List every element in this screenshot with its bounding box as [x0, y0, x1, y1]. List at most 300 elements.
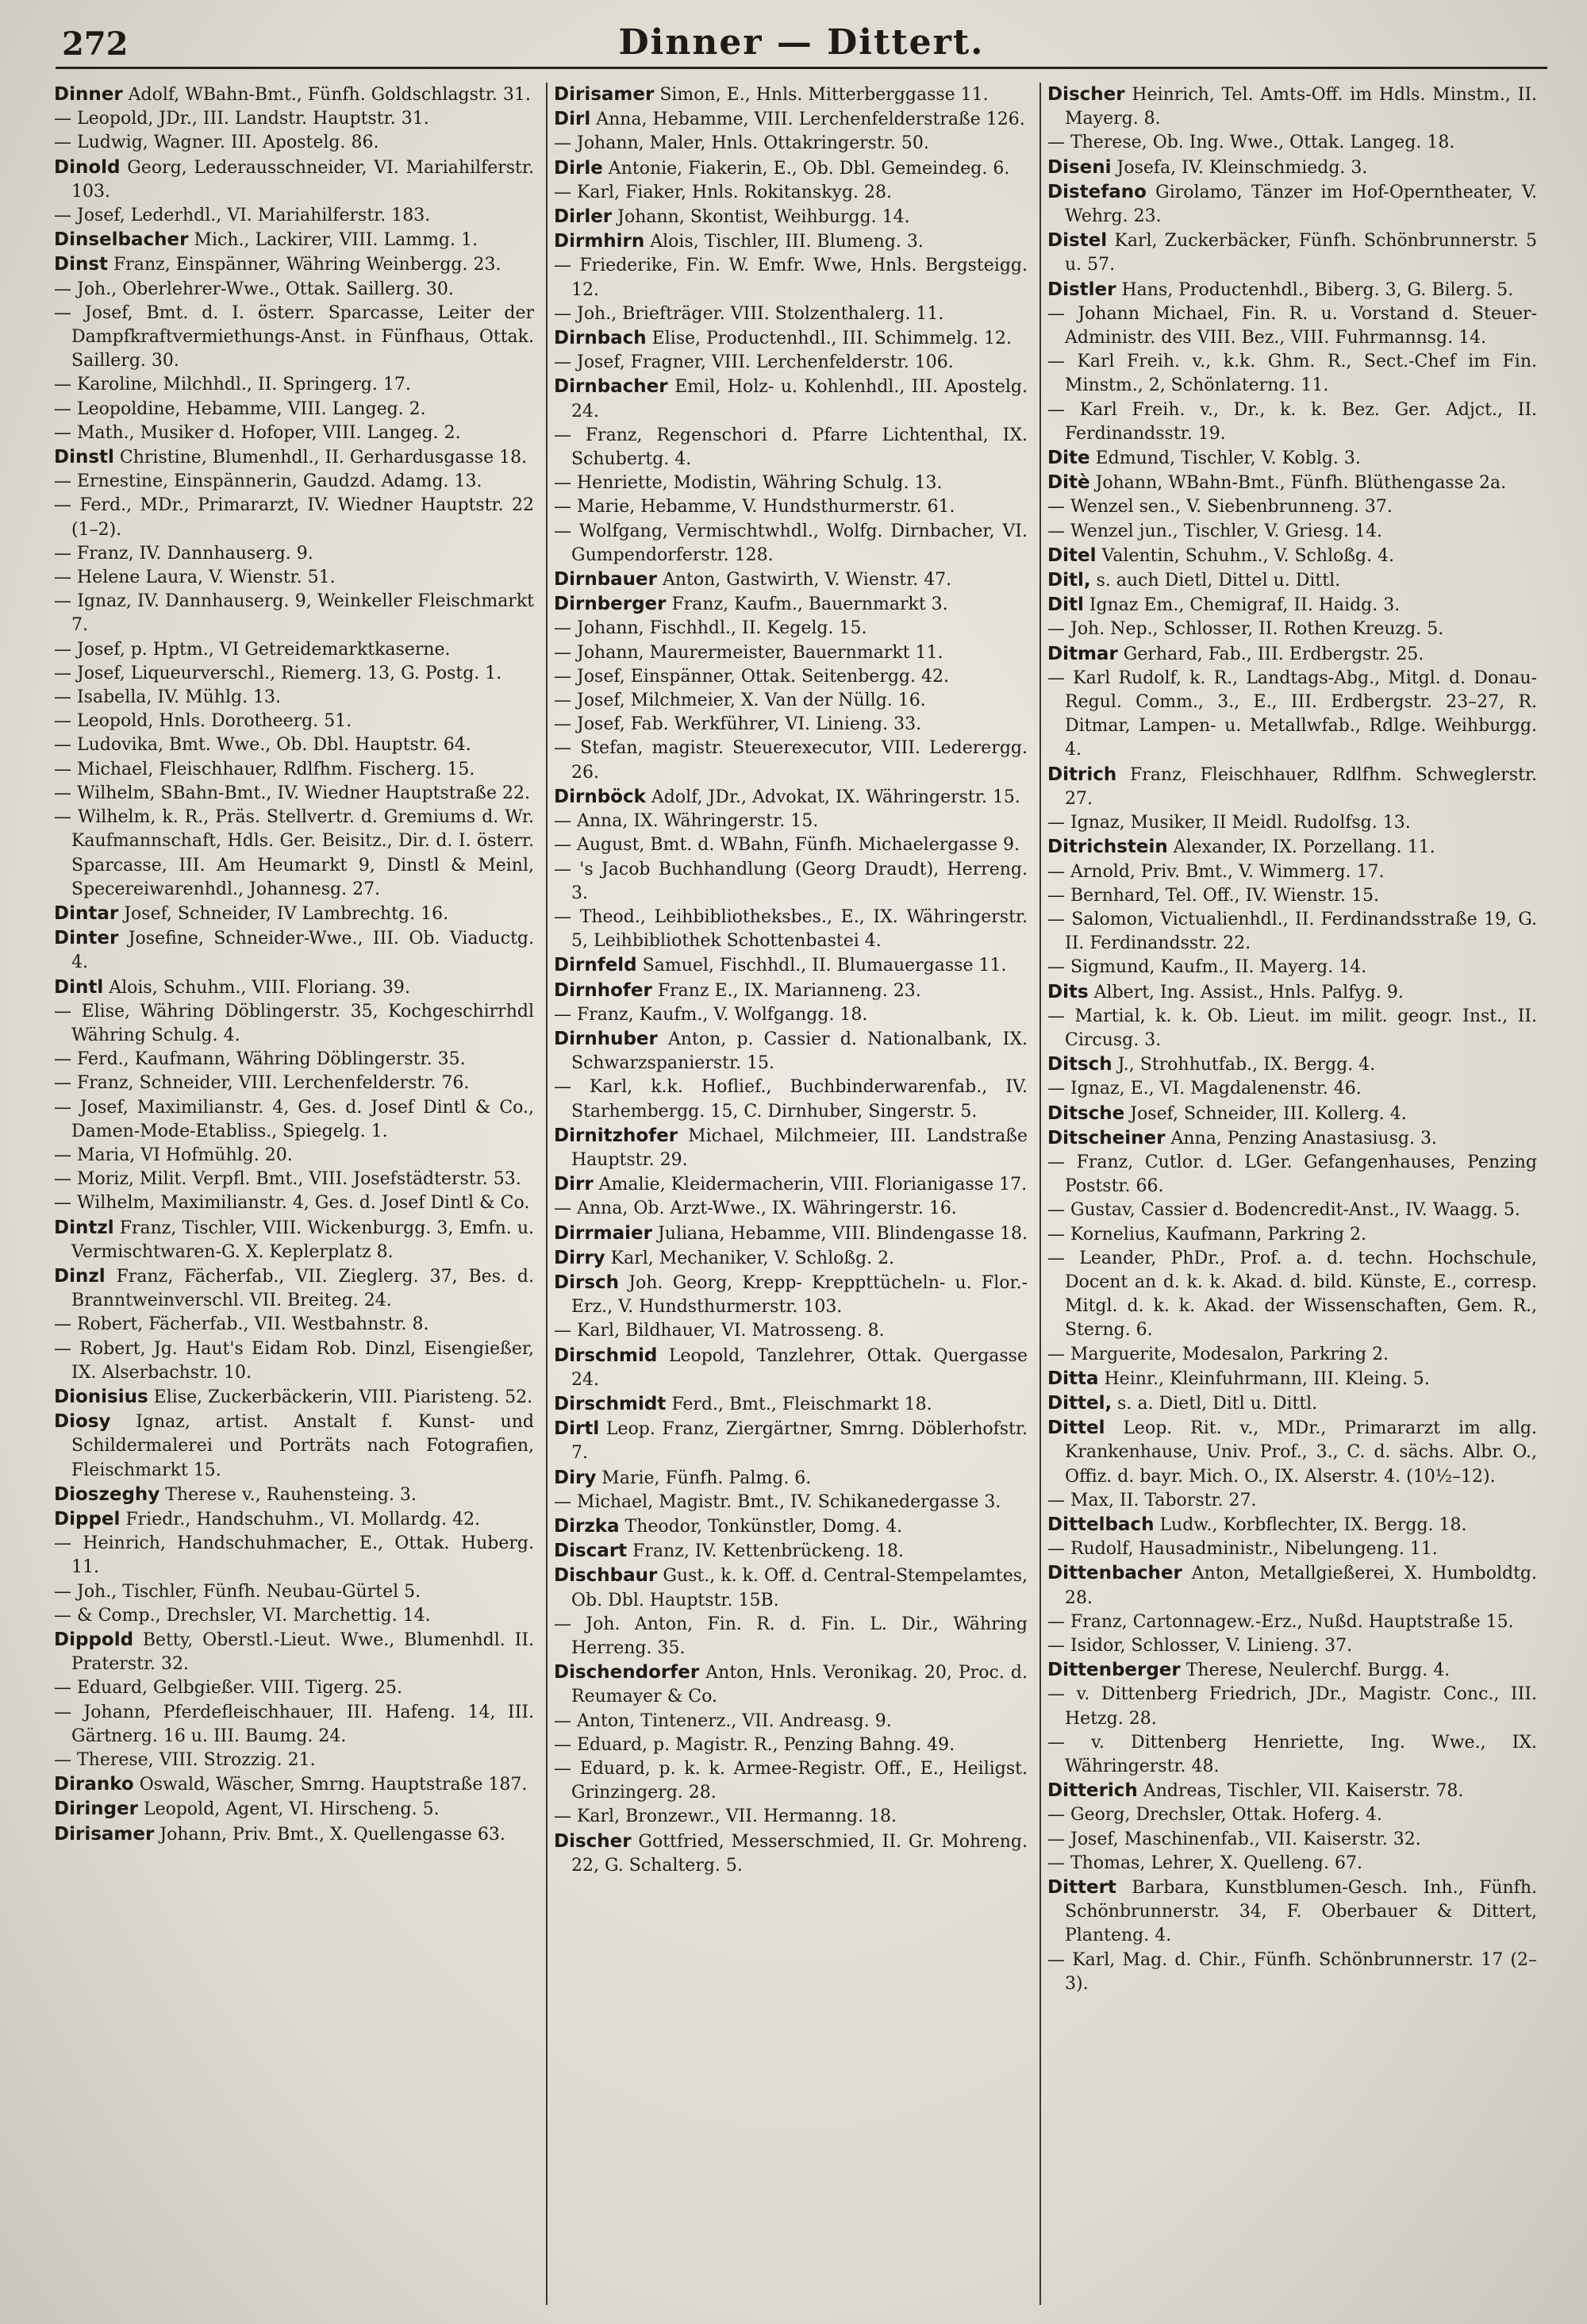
- entry-details: Betty, Oberstl.-Lieut. Wwe., Blumenhdl. II. Praterstr. 32.: [71, 1630, 534, 1675]
- directory-entry: [554, 979, 1028, 1003]
- directory-entry: [54, 252, 534, 277]
- directory-entry: [1047, 593, 1537, 618]
- directory-entry: [1047, 1731, 1537, 1779]
- entry-surname: Ditrichstein: [1047, 837, 1168, 858]
- entry-details: — v. Dittenberg Friedrich, JDr., Magistr. Conc., III. Hetzg. 28.: [1047, 1684, 1537, 1729]
- entry-surname: Ditsch: [1047, 1054, 1112, 1075]
- page-number: 272: [62, 25, 129, 63]
- directory-entry: [1047, 302, 1537, 350]
- directory-entry: [1047, 1005, 1537, 1052]
- directory-entry: [54, 542, 534, 566]
- entry-surname: Dirl: [554, 109, 591, 130]
- entry-details: Ignaz Em., Chemigraf, II. Haidg. 3.: [1083, 595, 1401, 616]
- directory-entry: [1047, 544, 1537, 568]
- directory-entry: [554, 1466, 1028, 1491]
- entry-details: — Michael, Magistr. Bmt., IV. Schikanedergasse 3.: [554, 1491, 1001, 1512]
- entry-details: — Thomas, Lehrer, X. Quelleng. 67.: [1047, 1853, 1362, 1873]
- entry-surname: Diringer: [54, 1799, 138, 1820]
- entry-surname: Discher: [554, 1830, 632, 1852]
- directory-entry: [554, 641, 1028, 665]
- directory-entry: [54, 494, 534, 541]
- entry-surname: Dirr: [554, 1174, 594, 1195]
- entry-details: — Johann, Maler, Hnls. Ottakringerstr. 50.: [554, 133, 929, 154]
- directory-entry: [1047, 350, 1537, 398]
- entry-details: — Leopold, Hnls. Dorotheerg. 51.: [54, 711, 352, 732]
- directory-entry: [554, 592, 1028, 617]
- entry-details: — Maria, VI Hofmühlg. 20.: [54, 1145, 293, 1165]
- entry-details: Gottfried, Messerschmied, II. Gr. Mohreng. 22, G. Schalterg. 5.: [571, 1831, 1028, 1876]
- entry-surname: Dinzl: [54, 1265, 106, 1287]
- directory-entry: [1047, 980, 1537, 1005]
- entry-details: — Franz, Cutlor. d. LGer. Gefangenhauses, Penzing Poststr. 66.: [1047, 1152, 1537, 1197]
- directory-entry: [1047, 860, 1537, 884]
- directory-entry: [54, 1191, 534, 1215]
- directory-entry: [554, 1417, 1028, 1465]
- directory-entry: [554, 495, 1028, 519]
- directory-entry: [54, 1096, 534, 1144]
- entry-details: — Karl Rudolf, k. R., Landtags-Abg., Mitgl. d. Donau-Regul. Comm., 3., E., III. Erdbergstr. 23–27, R. Ditmar, Lampen- u. Metallwfab., Rdlge. Weihburgg. 4.: [1047, 668, 1537, 760]
- entry-details: Johann, WBahn-Bmt., Fünfh. Blüthengasse 2a.: [1089, 473, 1507, 494]
- entry-surname: Dittel: [1047, 1418, 1105, 1439]
- entry-details: — Eduard, Gelbgießer. VIII. Tigerg. 25.: [54, 1678, 402, 1699]
- entry-surname: Diranko: [54, 1774, 134, 1795]
- entry-details: — Isabella, IV. Mühlg. 13.: [54, 687, 282, 708]
- entry-surname: Dinner: [54, 84, 123, 105]
- entry-details: Ferd., Bmt., Fleischmarkt 18.: [666, 1394, 932, 1414]
- entry-surname: Dischbaur: [554, 1565, 658, 1587]
- entry-details: — Joh., Tischler, Fünfh. Neubau-Gürtel 5.: [54, 1581, 421, 1602]
- directory-entry: [554, 1344, 1028, 1392]
- entry-details: — Marguerite, Modesalon, Parkring 2.: [1047, 1344, 1389, 1364]
- entry-surname: Ditscheiner: [1047, 1127, 1166, 1149]
- directory-entry: [54, 1144, 534, 1168]
- entry-surname: Dirschmid: [554, 1345, 658, 1366]
- entry-surname: Dirnböck: [554, 786, 646, 807]
- entry-surname: Dintl: [54, 976, 104, 998]
- entry-details: Alois, Tischler, III. Blumeng. 3.: [644, 232, 924, 252]
- entry-details: — Karoline, Milchhdl., II. Springerg. 17.: [54, 375, 411, 395]
- entry-details: — Joh. Nep., Schlosser, II. Rothen Kreuzg. 5.: [1047, 619, 1444, 640]
- entry-details: — Johann Michael, Fin. R. u. Vorstand d. Steuer-Administr. des VIII. Bez., VIII. Fuhrmannsg. 14.: [1047, 303, 1537, 348]
- directory-entry: [1047, 156, 1537, 180]
- entry-details: — Josef, Maschinenfab., VII. Kaiserstr. 32.: [1047, 1829, 1421, 1849]
- directory-entry: [54, 107, 534, 131]
- entry-details: — Rudolf, Hausadministr., Nibelungeng. 11.: [1047, 1539, 1438, 1560]
- directory-entry: [54, 686, 534, 710]
- directory-entry: [1047, 1803, 1537, 1827]
- entry-surname: Dionisius: [54, 1386, 148, 1407]
- directory-entry: [54, 1580, 534, 1604]
- entry-details: — Ludovika, Bmt. Wwe., Ob. Dbl. Hauptstr. 64.: [54, 735, 471, 756]
- directory-entry: [1047, 180, 1537, 229]
- entry-details: — Wilhelm, Maximilianstr. 4, Ges. d. Josef Dintl & Co.: [54, 1193, 530, 1214]
- entry-details: — Ignaz, E., VI. Magdalenenstr. 46.: [1047, 1079, 1362, 1099]
- entry-details: Theodor, Tonkünstler, Domg. 4.: [619, 1516, 903, 1537]
- entry-details: — Joh. Anton, Fin. R. d. Fin. L. Dir., Währing Herreng. 35.: [554, 1614, 1028, 1658]
- column-2: [546, 83, 1028, 2305]
- directory-entry: [1047, 1343, 1537, 1367]
- directory-entry: [554, 156, 1028, 181]
- entry-details: Friedr., Handschuhm., VI. Mollardg. 42.: [120, 1509, 481, 1529]
- entry-details: — Johann, Fischhdl., II. Kegelg. 15.: [554, 618, 867, 639]
- entry-details: — Sigmund, Kaufm., II. Mayerg. 14.: [1047, 957, 1367, 978]
- directory-entry: [54, 445, 534, 470]
- entry-details: — v. Dittenberg Henriette, Ing. Wwe., IX. Währingerstr. 48.: [1047, 1732, 1537, 1777]
- directory-entry: [54, 566, 534, 590]
- entry-details: — Leander, PhDr., Prof. a. d. techn. Hochschule, Docent an d. k. k. Akad. d. bild. Künste, E., corresp. Mitgl. d. k. k. Akad. der Wissenschaften, Gem. R., Sterng. 6.: [1047, 1248, 1537, 1341]
- directory-entry: [54, 1168, 534, 1191]
- directory-entry: [54, 1604, 534, 1628]
- directory-entry: [54, 131, 534, 155]
- directory-entry: [1047, 1126, 1537, 1151]
- directory-entry: [1047, 446, 1537, 471]
- directory-entry: [554, 689, 1028, 713]
- directory-entry: [54, 1532, 534, 1579]
- entry-surname: Diseni: [1047, 156, 1112, 178]
- entry-details: — Bernhard, Tel. Off., IV. Wienstr. 15.: [1047, 885, 1379, 906]
- entry-details: Anton, Metallgießerei, X. Humboldtg. 28.: [1065, 1564, 1537, 1608]
- running-title: Dinner — Dittert.: [618, 22, 985, 63]
- entry-details: Elise, Productenhdl., III. Schimmelg. 12.: [646, 329, 1013, 349]
- directory-entry: [554, 1172, 1028, 1197]
- entry-details: Therese v., Rauhensteing. 3.: [159, 1484, 417, 1505]
- entry-details: — Karl, Mag. d. Chir., Fünfh. Schönbrunnerstr. 17 (2–3).: [1047, 1949, 1537, 1994]
- directory-entry: [554, 617, 1028, 641]
- entry-details: — Franz, Cartonnagew.-Erz., Nußd. Hauptstraße 15.: [1047, 1611, 1514, 1632]
- entry-details: — Ignaz, Musiker, II Meidl. Rudolfsg. 13.: [1047, 813, 1411, 833]
- entry-details: — Eduard, p. k. k. Armee-Registr. Off., E., Heiligst. Grinzingerg. 28.: [554, 1759, 1028, 1803]
- entry-surname: Distel: [1047, 230, 1108, 252]
- entry-details: s. auch Dietl, Dittel u. Dittl.: [1090, 571, 1341, 591]
- directory-entry: [554, 83, 1028, 107]
- entry-details: — Friederike, Fin. W. Emfr. Wwe, Hnls. Bergsteigg. 12.: [554, 256, 1028, 300]
- entry-details: Barbara, Kunstblumen-Gesch. Inh., Fünfh. Schönbrunnerstr. 34, F. Oberbauer & Dittert, Planteng. 4.: [1065, 1878, 1537, 1946]
- entry-details: — Anna, Ob. Arzt-Wwe., IX. Währingerstr. 16.: [554, 1199, 957, 1219]
- directory-entry: [1047, 1658, 1537, 1683]
- directory-entry: [54, 1772, 534, 1797]
- entry-surname: Dirnberger: [554, 594, 667, 615]
- entry-surname: Dinst: [54, 254, 109, 275]
- entry-details: Amalie, Kleidermacherin, VIII. Florianigasse 17.: [593, 1175, 1028, 1195]
- entry-details: — Josef, Fab. Werkführer, VI. Linieng. 33.: [554, 714, 922, 735]
- directory-entry: [1047, 1683, 1537, 1730]
- directory-entry: [554, 1319, 1028, 1343]
- entry-surname: Dirschmidt: [554, 1393, 667, 1414]
- entry-surname: Ditel: [1047, 544, 1097, 566]
- entry-surname: Dintar: [54, 902, 119, 924]
- entry-details: Michael, Milchmeier, III. Landstraße Hauptstr. 29.: [571, 1125, 1028, 1170]
- entry-surname: Dirnitzhofer: [554, 1125, 678, 1146]
- entry-surname: Dirler: [554, 206, 613, 228]
- entry-surname: Dirisamer: [54, 1823, 155, 1845]
- directory-entry: [1047, 1489, 1537, 1513]
- entry-details: — Michael, Fleischhauer, Rdlfhm. Fischerg. 15.: [54, 759, 475, 779]
- entry-surname: Dirle: [554, 157, 603, 179]
- directory-entry: [554, 785, 1028, 810]
- entry-details: Adolf, JDr., Advokat, IX. Währingerstr. 15.: [645, 787, 1020, 807]
- entry-details: Christine, Blumenhdl., II. Gerhardusgasse 18.: [113, 448, 528, 468]
- directory-entry: [1047, 1852, 1537, 1876]
- directory-entry: [54, 373, 534, 397]
- entry-details: — Karl, Bildhauer, VI. Matrosseng. 8.: [554, 1321, 885, 1341]
- entry-surname: Ditsche: [1047, 1102, 1125, 1124]
- entry-details: Anton, Hnls. Veronikag. 20, Proc. d. Reumayer & Co.: [571, 1663, 1028, 1707]
- directory-entry: [1047, 1634, 1537, 1658]
- directory-entry: [554, 737, 1028, 784]
- directory-entry: [554, 1710, 1028, 1733]
- entry-surname: Dirnbach: [554, 328, 647, 349]
- entry-surname: Dittenbacher: [1047, 1563, 1182, 1584]
- entry-details: — Josef, Fragner, VIII. Lerchenfelderstr. 106.: [554, 352, 954, 373]
- directory-entry: [554, 1491, 1028, 1514]
- directory-entry: [1047, 1949, 1537, 1996]
- directory-entry: [554, 1246, 1028, 1271]
- entry-details: — Wolfgang, Vermischtwhdl., Wolfg. Dirnbacher, VI. Gumpendorferstr. 128.: [554, 521, 1028, 565]
- entry-details: — Josef, Liqueurverschl., Riemerg. 13, G. Postg. 1.: [54, 663, 502, 683]
- directory-entry: [554, 1733, 1028, 1757]
- directory-entry: [1047, 908, 1537, 956]
- entry-surname: Dirnhuber: [554, 1028, 658, 1049]
- directory-entry: [54, 1410, 534, 1483]
- entry-details: Edmund, Tischler, V. Koblg. 3.: [1089, 448, 1361, 469]
- directory-entry: [1047, 956, 1537, 979]
- entry-surname: Dirrmaier: [554, 1222, 652, 1244]
- directory-entry: [54, 1749, 534, 1772]
- entry-details: — Robert, Jg. Haut's Eidam Rob. Dinzl, Eisengießer, IX. Alserbachstr. 10.: [54, 1338, 534, 1383]
- entry-details: Leop. Franz, Ziergärtner, Smrng. Döblerhofstr. 7.: [571, 1419, 1028, 1464]
- directory-entry: [54, 421, 534, 445]
- entry-details: Samuel, Fischhdl., II. Blumauergasse 11.: [636, 956, 1007, 976]
- entry-surname: Dite: [1047, 448, 1090, 469]
- entry-details: Andreas, Tischler, VII. Kaiserstr. 78.: [1137, 1781, 1464, 1802]
- directory-entry: [554, 1197, 1028, 1221]
- directory-entry: [554, 302, 1028, 326]
- directory-entry: [1047, 131, 1537, 155]
- entry-surname: Ditl: [1047, 594, 1084, 616]
- entry-surname: Dirsch: [554, 1272, 620, 1293]
- entry-details: — Ignaz, IV. Dannhauserg. 9, Weinkeller Fleischmarkt 7.: [54, 591, 534, 636]
- directory-entry: [54, 278, 534, 302]
- directory-entry: [54, 1337, 534, 1385]
- entry-details: — Joh., Oberlehrer-Wwe., Ottak. Saillerg. 30.: [54, 279, 454, 299]
- directory-entry: [554, 1222, 1028, 1246]
- entry-details: — 's Jacob Buchhandlung (Georg Draudt), Herreng. 3.: [554, 859, 1028, 903]
- entry-details: — Ludwig, Wagner. III. Apostelg. 86.: [54, 133, 379, 153]
- directory-entry: [54, 662, 534, 686]
- entry-surname: Dippold: [54, 1629, 134, 1650]
- entry-surname: Dirmhirn: [554, 231, 645, 252]
- entry-details: Adolf, WBahn-Bmt., Fünfh. Goldschlagstr. 31.: [122, 85, 531, 105]
- directory-entry: [54, 156, 534, 204]
- entry-details: Gust., k. k. Off. d. Central-Stempelamtes, Ob. Dbl. Hauptstr. 15B.: [571, 1566, 1028, 1610]
- directory-entry: [54, 1000, 534, 1048]
- entry-surname: Ditta: [1047, 1368, 1099, 1389]
- directory-entry: [54, 1701, 534, 1749]
- entry-details: — Wenzel sen., V. Siebenbrunneng. 37.: [1047, 497, 1393, 518]
- entry-details: Hans, Productenhdl., Biberg. 3, G. Bilerg. 5.: [1116, 279, 1514, 300]
- directory-entry: [1047, 1102, 1537, 1126]
- entry-details: J., Strohhutfab., IX. Bergg. 4.: [1112, 1055, 1376, 1075]
- directory-entry: [554, 1660, 1028, 1709]
- entry-surname: Dinold: [54, 156, 121, 178]
- entry-details: — Henriette, Modistin, Währing Schulg. 13.: [554, 473, 943, 494]
- entry-surname: Diry: [554, 1467, 597, 1488]
- directory-entry: [554, 906, 1028, 953]
- entry-details: — Eduard, p. Magistr. R., Penzing Bahng. 49.: [554, 1734, 955, 1755]
- entry-details: — Salomon, Victualienhdl., II. Ferdinandsstraße 19, G. II. Ferdinandsstr. 22.: [1047, 909, 1537, 954]
- entry-surname: Dinstl: [54, 447, 114, 468]
- entry-surname: Dinselbacher: [54, 229, 189, 251]
- entry-surname: Dinter: [54, 928, 119, 949]
- entry-details: Alois, Schuhm., VIII. Floriang. 39.: [103, 977, 410, 998]
- entry-details: s. a. Dietl, Ditl u. Dittl.: [1112, 1393, 1318, 1414]
- directory-entry: [54, 1483, 534, 1507]
- entry-details: Ignaz, artist. Anstalt f. Kunst- und Schildermalerei und Porträts nach Fotografien, Fleischmarkt 15.: [71, 1412, 534, 1480]
- entry-details: Ludw., Korbflechter, IX. Bergg. 18.: [1154, 1514, 1467, 1535]
- entry-surname: Dirnhofer: [554, 979, 652, 1001]
- entry-details: Franz, Einspänner, Währing Weinbergg. 23.: [108, 255, 501, 275]
- entry-details: — Karl, k.k. Hoflief., Buchbinderwarenfab., IV. Starhembergg. 15, C. Dirnhuber, Singerstr. 5.: [554, 1077, 1028, 1122]
- entry-details: — Franz, Schneider, VIII. Lerchenfelderstr. 76.: [54, 1073, 470, 1094]
- entry-surname: Ditterich: [1047, 1780, 1138, 1802]
- entry-details: Josefine, Schneider-Wwe., III. Ob. Viaductg. 4.: [71, 929, 534, 973]
- directory-entry: [1047, 1391, 1537, 1416]
- entry-details: — Josef, Einspänner, Ottak. Seitenbergg. 42.: [554, 666, 949, 687]
- directory-entry: [554, 833, 1028, 857]
- directory-entry: [54, 83, 534, 107]
- directory-entry: [554, 254, 1028, 302]
- directory-entry: [1047, 1151, 1537, 1199]
- entry-details: Karl, Mechaniker, V. Schloßg. 2.: [605, 1248, 895, 1268]
- entry-details: — Moriz, Milit. Verpfl. Bmt., VIII. Josefstädterstr. 53.: [54, 1169, 521, 1190]
- directory-entry: [54, 1797, 534, 1822]
- entry-surname: Diosy: [54, 1411, 111, 1433]
- entry-details: — Franz, IV. Dannhauserg. 9.: [54, 543, 313, 564]
- entry-details: Joh. Georg, Krepp- Kreppttücheln- u. Flor.-Erz., V. Hundsthurmerstr. 103.: [571, 1272, 1028, 1318]
- page-header: [56, 22, 1547, 69]
- directory-entry: [1047, 568, 1537, 593]
- entry-details: — Ferd., MDr., Primararzt, IV. Wiedner Hauptstr. 22 (1–2).: [54, 495, 534, 540]
- directory-entry: [1047, 811, 1537, 835]
- entry-details: — Wilhelm, k. R., Präs. Stellvertr. d. Gremiums d. Wr. Kaufmannschaft, Hdls. Ger. Beisitz., Dir. d. I. österr. Sparcasse, III. Am Heumarkt 9, Dinstl & Meinl, Specereiwarenhdl., Johannesg. 27.: [54, 807, 534, 899]
- entry-details: — Leopoldine, Hebamme, VIII. Langeg. 2.: [54, 398, 426, 419]
- entry-details: Leopold, Tanzlehrer, Ottak. Quergasse 24.: [571, 1345, 1028, 1390]
- entry-surname: Dittelbach: [1047, 1514, 1155, 1535]
- entry-details: Heinrich, Tel. Amts-Off. im Hdls. Minstm., II. Mayerg. 8.: [1065, 85, 1537, 129]
- directory-entry: [54, 926, 534, 975]
- entry-details: — Johann, Pferdefleischhauer, III. Hafeng. 14, III. Gärtnerg. 16 u. III. Baumg. 24.: [54, 1702, 534, 1746]
- entry-details: Albert, Ing. Assist., Hnls. Palfyg. 9.: [1088, 982, 1404, 1002]
- directory-entry: [1047, 278, 1537, 302]
- entry-details: Georg, Lederausschneider, VI. Mariahilferstr. 103.: [71, 157, 534, 202]
- entry-details: Franz, Kaufm., Bauernmarkt 3.: [666, 594, 948, 615]
- directory-entry: [1047, 1416, 1537, 1489]
- directory-entry: [1047, 1513, 1537, 1537]
- directory-entry: [554, 1003, 1028, 1027]
- directory-entry: [554, 351, 1028, 375]
- entry-surname: Dirtl: [554, 1418, 600, 1440]
- entry-details: Anton, Gastwirth, V. Wienstr. 47.: [657, 570, 952, 591]
- directory-entry: [1047, 495, 1537, 519]
- entry-details: — Leopold, JDr., III. Landstr. Hauptstr. 31.: [54, 109, 429, 129]
- entry-surname: Dischendorfer: [554, 1662, 700, 1683]
- entry-details: — Max, II. Taborstr. 27.: [1047, 1490, 1257, 1510]
- directory-entry: [1047, 1537, 1537, 1561]
- directory-entry: [1047, 229, 1537, 277]
- directory-entry: [554, 953, 1028, 978]
- directory-entry: [554, 326, 1028, 351]
- entry-details: — Franz, Kaufm., V. Wolfgangg. 18.: [554, 1004, 868, 1025]
- entry-details: — Heinrich, Handschuhmacher, E., Ottak. Huberg. 11.: [54, 1533, 534, 1578]
- entry-surname: Dippel: [54, 1508, 121, 1529]
- entry-details: Antonie, Fiakerin, E., Ob. Dbl. Gemeindeg. 6.: [602, 158, 1010, 179]
- entry-details: — Wilhelm, SBahn-Bmt., IV. Wiedner Hauptstraße 22.: [54, 783, 530, 803]
- entry-details: Josef, Schneider, III. Kollerg. 4.: [1124, 1103, 1407, 1124]
- entry-surname: Discart: [554, 1541, 628, 1562]
- directory-entry: [1047, 642, 1537, 667]
- entry-surname: Discher: [1047, 84, 1125, 105]
- entry-details: — Josef, Milchmeier, X. Van der Nüllg. 16.: [554, 691, 926, 711]
- directory-entry: [54, 1507, 534, 1532]
- entry-details: — Robert, Fächerfab., VII. Westbahnstr. 8.: [54, 1314, 429, 1335]
- entry-details: Anna, Hebamme, VIII. Lerchenfelderstraße 126.: [590, 110, 1025, 130]
- entry-surname: Dittenberger: [1047, 1660, 1181, 1681]
- directory-entry: [54, 710, 534, 733]
- directory-entry: [554, 375, 1028, 423]
- directory-entry: [54, 733, 534, 757]
- entry-details: — Josef, Bmt. d. I. österr. Sparcasse, Leiter der Dampfkraftvermiethungs-Anst. in Fünfhaus, Ottak. Saillerg. 30.: [54, 302, 534, 371]
- entry-surname: Dirnbacher: [554, 376, 668, 398]
- directory-entry: [554, 520, 1028, 568]
- directory-entry: [554, 107, 1028, 132]
- entry-surname: Dirzka: [554, 1515, 620, 1537]
- entry-details: Josefa, IV. Kleinschmiedg. 3.: [1111, 157, 1368, 178]
- entry-surname: Dirnfeld: [554, 955, 637, 976]
- entry-details: — Karl, Fiaker, Hnls. Rokitanskyg. 28.: [554, 182, 893, 202]
- entry-surname: Dits: [1047, 981, 1089, 1002]
- column-1: [54, 83, 534, 2305]
- directory-entry: [1047, 1367, 1537, 1391]
- directory-entry: [554, 665, 1028, 689]
- entry-details: — Franz, Regenschori d. Pfarre Lichtenthal, IX. Schubertg. 4.: [554, 425, 1028, 470]
- directory-entry: [54, 902, 534, 926]
- directory-entry: [54, 398, 534, 421]
- entry-details: Marie, Fünfh. Palmg. 6.: [596, 1468, 812, 1488]
- entry-details: Johann, Priv. Bmt., X. Quellengasse 63.: [154, 1824, 505, 1845]
- directory-entry: [54, 806, 534, 902]
- entry-details: — Stefan, magistr. Steuerexecutor, VIII. Lederergg. 26.: [554, 738, 1028, 783]
- directory-entry: [54, 975, 534, 1000]
- entry-surname: Dintzl: [54, 1217, 114, 1238]
- directory-entry: [554, 1613, 1028, 1660]
- directory-entry: [54, 1048, 534, 1072]
- entry-surname: Ditl,: [1047, 570, 1091, 591]
- directory-entry: [1047, 1610, 1537, 1634]
- directory-entry: [54, 782, 534, 806]
- directory-entry: [1047, 1876, 1537, 1949]
- directory-entry: [554, 471, 1028, 495]
- directory-entry: [554, 1027, 1028, 1075]
- entry-surname: Distler: [1047, 279, 1116, 300]
- directory-entry: [1047, 667, 1537, 763]
- directory-entry: [1047, 520, 1537, 544]
- entry-details: Anna, Penzing Anastasiusg. 3.: [1165, 1128, 1437, 1149]
- directory-entry: [1047, 884, 1537, 908]
- directory-entry: [554, 1805, 1028, 1829]
- entry-details: Gerhard, Fab., III. Erdbergstr. 25.: [1117, 644, 1424, 664]
- entry-details: Josef, Schneider, IV Lambrechtg. 16.: [118, 903, 449, 924]
- column-3: [1039, 83, 1537, 2305]
